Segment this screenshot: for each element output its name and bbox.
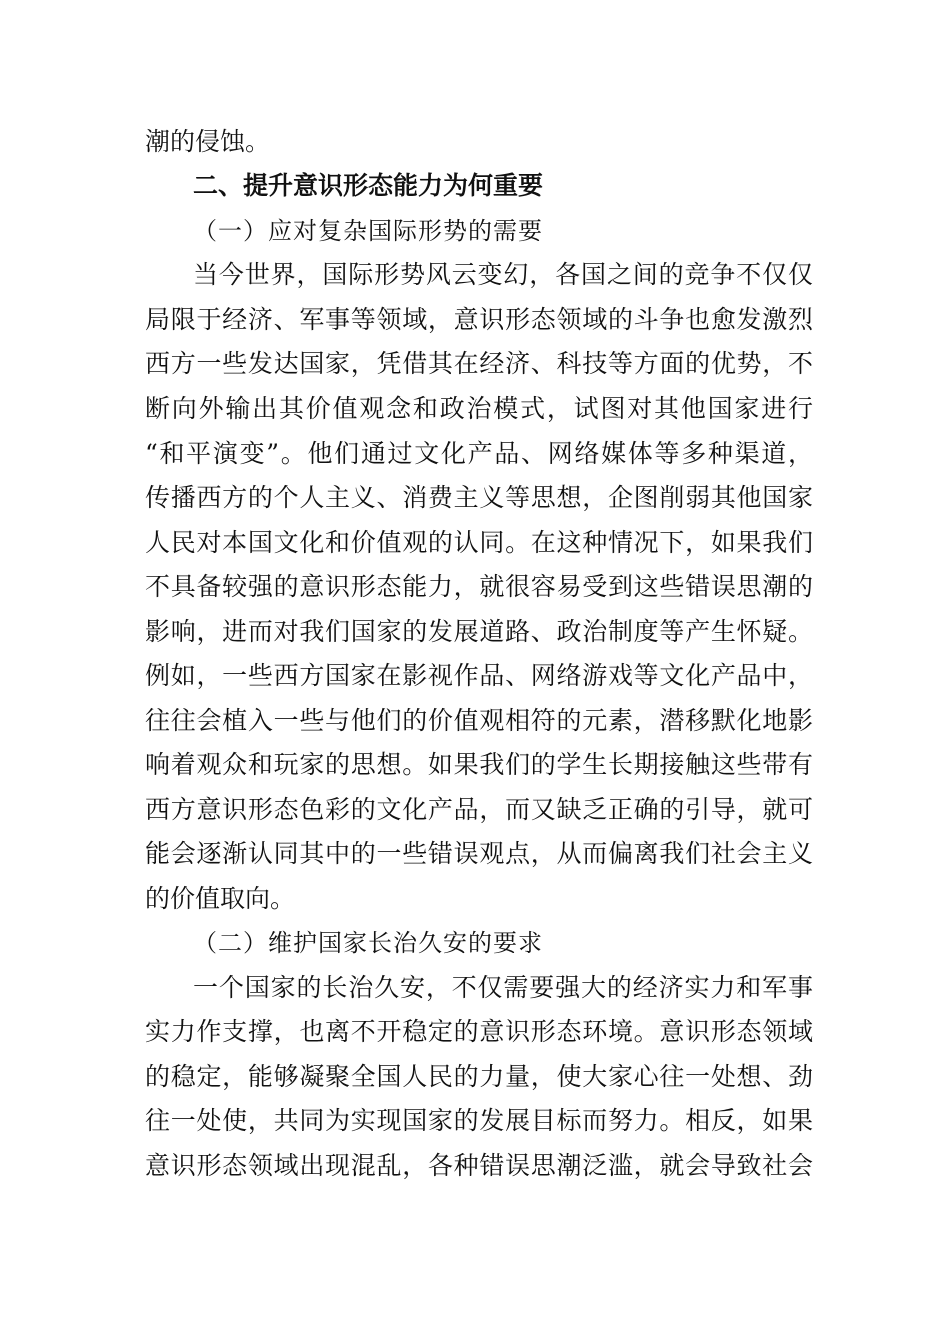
body-line: “和平演变”。他们通过文化产品、网络媒体等多种渠道， [145, 439, 813, 468]
body-line: 西方一些发达国家，凭借其在经济、科技等方面的优势，不 [145, 349, 813, 378]
body-line: 往一处使，共同为实现国家的发展目标而努力。相反，如果 [145, 1106, 813, 1135]
paragraph-first-line: 一个国家的长治久安，不仅需要强大的经济实力和军事 [193, 973, 813, 1002]
body-line: 西方意识形态色彩的文化产品，而又缺乏正确的引导，就可 [145, 795, 813, 824]
body-line: 往往会植入一些与他们的价值观相符的元素，潜移默化地影 [145, 706, 813, 735]
subsection-heading: （一）应对复杂国际形势的需要 [193, 217, 543, 245]
body-line: 的价值取向。 [145, 884, 296, 913]
body-line: 响着观众和玩家的思想。如果我们的学生长期接触这些带有 [145, 750, 813, 779]
body-line: 的稳定，能够凝聚全国人民的力量，使大家心往一处想、劲 [145, 1062, 813, 1091]
body-line: 意识形态领域出现混乱，各种错误思潮泛滥，就会导致社会 [145, 1151, 813, 1180]
body-line: 例如，一些西方国家在影视作品、网络游戏等文化产品中， [145, 661, 813, 690]
body-line: 影响，进而对我们国家的发展道路、政治制度等产生怀疑。 [145, 617, 813, 646]
body-line: 断向外输出其价值观念和政治模式，试图对其他国家进行 [145, 394, 813, 423]
body-line: 不具备较强的意识形态能力，就很容易受到这些错误思潮的 [145, 572, 813, 601]
paragraph-first-line: 当今世界，国际形势风云变幻，各国之间的竞争不仅仅 [193, 260, 813, 289]
body-line: 传播西方的个人主义、消费主义等思想，企图削弱其他国家 [145, 483, 813, 512]
body-line: 能会逐渐认同其中的一些错误观点，从而偏离我们社会主义 [145, 839, 813, 868]
section-heading: 二、提升意识形态能力为何重要 [193, 171, 544, 200]
body-line: 潮的侵蚀。 [145, 127, 271, 156]
body-line: 局限于经济、军事等领域，意识形态领域的斗争也愈发激烈 [145, 305, 813, 334]
subsection-heading: （二）维护国家长治久安的要求 [193, 929, 543, 957]
body-line: 人民对本国文化和价值观的认同。在这种情况下，如果我们 [145, 528, 813, 557]
body-line: 实力作支撑，也离不开稳定的意识形态环境。意识形态领域 [145, 1017, 813, 1046]
